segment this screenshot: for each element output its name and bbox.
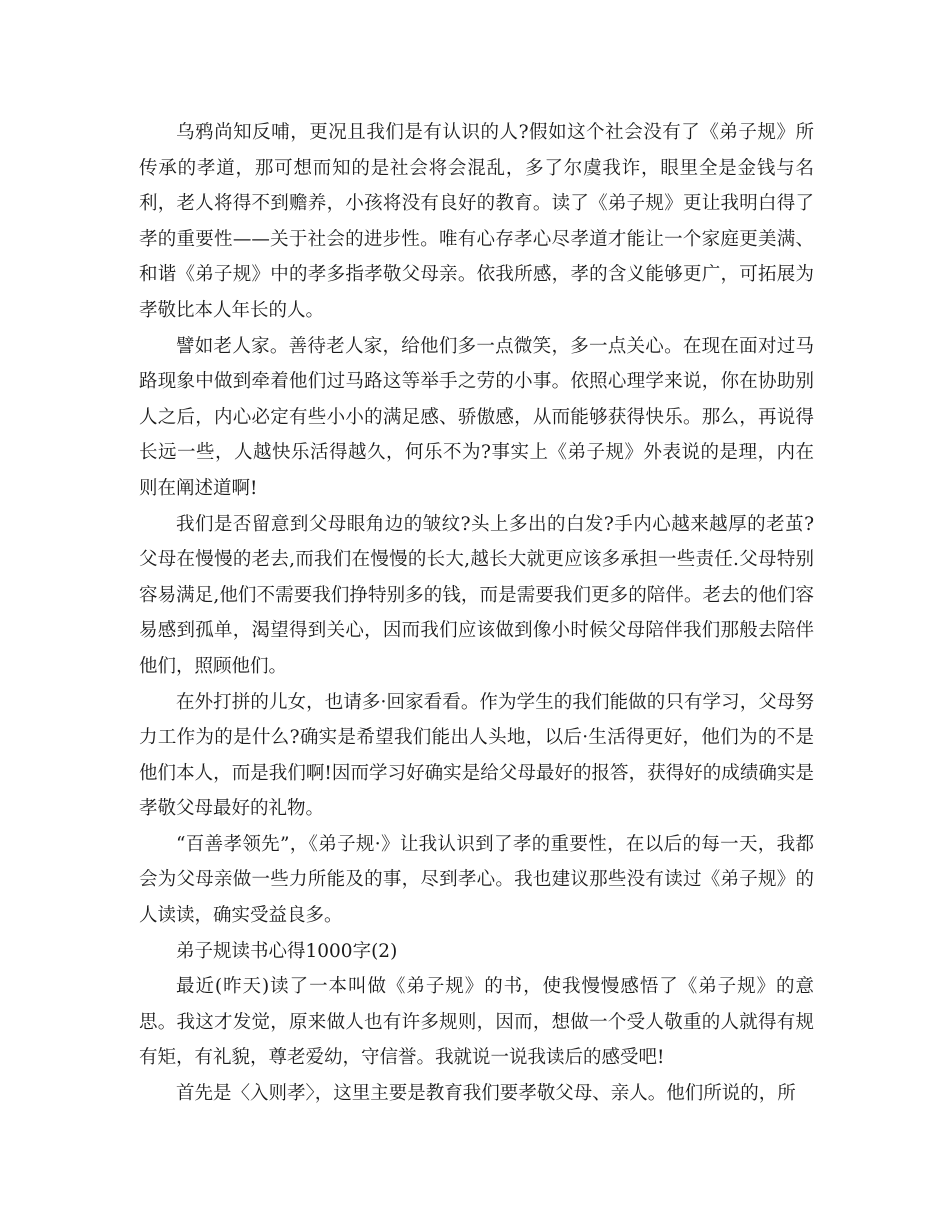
paragraph-2: 譬如老人家。善待老人家，给他们多一点微笑，多一点关心。在现在面对过马路现象中做到牵着他们过马路这等举手之劳的小事。依照心理学来说，你在协助别人之后，内心必定有些小小的满足感、骄傲感，从而能够获得快乐。那么，再说得长远一些，人越快乐活得越久，何乐不为?事实上《弟子规》外表说的是理，内在则在阐述道啊!	[139, 335, 814, 499]
paragraph-7: 首先是〈入则孝〉，这里主要是教育我们要孝敬父母、亲人。他们所说的，所	[176, 1083, 796, 1105]
paragraph-4: 在外打拼的儿女，也请多·回家看看。作为学生的我们能做的只有学习，父母努力工作为的是什么?确实是希望我们能出人头地，以后·生活得更好，他们为的不是他们本人，而是我们啊!因而学习好确实是给父母最好的报答，获得好的成绩确实是孝敬父母最好的礼物。	[139, 691, 814, 820]
paragraph-5: “百善孝领先”，《弟子规·》让我认识到了孝的重要性，在以后的每一天，我都会为父母亲做一些力所能及的事，尽到孝心。我也建议那些没有读过《弟子规》的人读读，确实受益良多。	[139, 833, 814, 927]
document-body	[139, 115, 814, 1112]
paragraph-6: 最近(昨天)读了一本叫做《弟子规》的书，使我慢慢感悟了《弟子规》的意思。我这才发觉，原来做人也有许多规则，因而，想做一个受人敬重的人就得有规有矩，有礼貌，尊老爱幼，守信誉。我就说一说我读后的感受吧!	[139, 976, 814, 1069]
paragraph-1: 乌鸦尚知反哺，更况且我们是有认识的人?假如这个社会没有了《弟子规》所传承的孝道，那可想而知的是社会将会混乱，多了尔虞我诈，眼里全是金钱与名利，老人将得不到赡养，小孩将没有良好的教育。读了《弟子规》更让我明白得了孝的重要性——关于社会的进步性。唯有心存孝心尽孝道才能让一个家庭更美满、和谐《弟子规》中的孝多指孝敬父母亲。依我所感，孝的含义能够更广，可拓展为孝敬比本人年长的人。	[139, 122, 814, 321]
paragraph-3: 我们是否留意到父母眼角边的皱纹?头上多出的白发?手内心越来越厚的老茧?父母在慢慢的老去,而我们在慢慢的长大,越长大就更应该多承担一些责任.父母特别容易满足,他们不需要我们挣特别多的钱，而是需要我们更多的陪伴。老去的他们容易感到孤单，渴望得到关心，因而我们应该做到像小时候父母陪伴我们那般去陪伴他们，照顾他们。	[139, 513, 814, 677]
section-heading: 弟子规读书心得1000字(2)	[176, 940, 398, 962]
